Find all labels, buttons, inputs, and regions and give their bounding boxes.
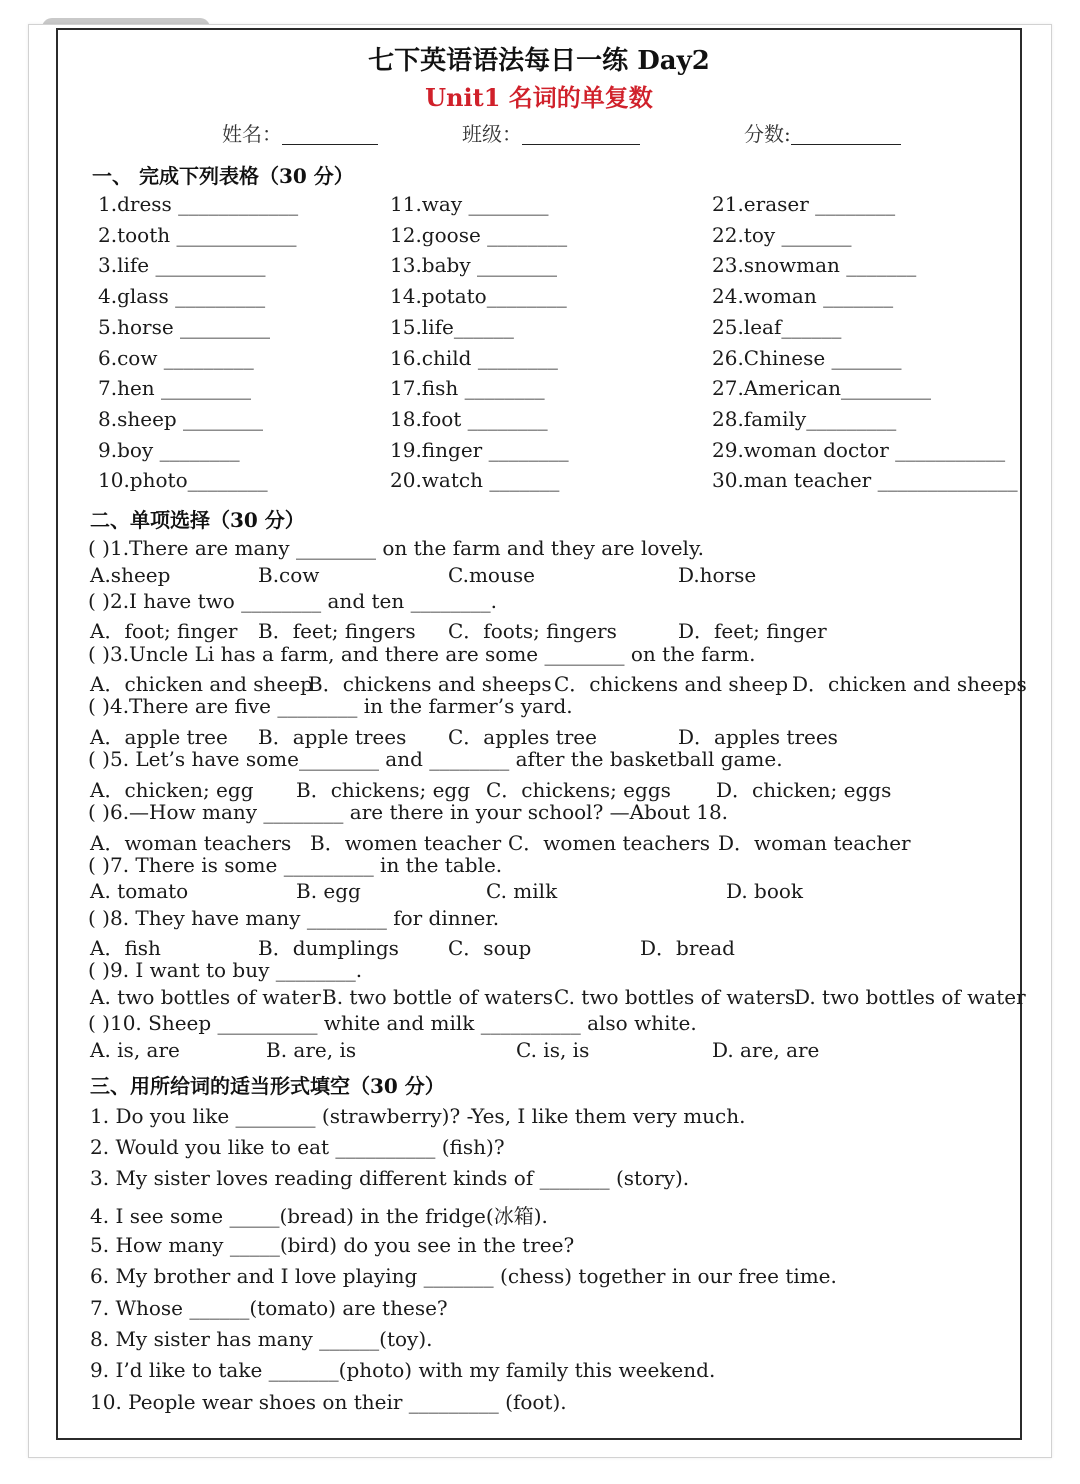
answer-option[interactable]: B．chickens; egg (296, 777, 471, 802)
answer-option[interactable]: C．women teachers (508, 830, 711, 855)
question-stem: ( )2.I have two ________ and ten ________. (88, 588, 497, 613)
answer-option[interactable]: B．dumplings (258, 936, 399, 961)
answer-option[interactable]: D．feet; finger (678, 619, 827, 644)
answer-option[interactable]: C．chickens and sheep (554, 672, 789, 697)
answer-option[interactable]: D. book (726, 879, 804, 904)
fill-in-item[interactable]: 6. My brother and I love playing _______ (chess) together in our free time. (90, 1264, 837, 1288)
question-stem: ( )10. Sheep __________ white and milk __________ also white. (88, 1011, 697, 1036)
blank-item[interactable]: 11.way ________ (390, 192, 549, 216)
blank-item[interactable]: 10.photo________ (98, 468, 268, 493)
blank-item[interactable]: 27.American_________ (712, 376, 932, 401)
section-1-heading: 一、 完成下列表格（30 分） (92, 164, 354, 188)
blank-item[interactable]: 14.potato________ (390, 284, 567, 309)
answer-option[interactable]: C. is, is (516, 1037, 590, 1062)
fill-in-item[interactable]: 2. Would you like to eat __________ (fish)? (90, 1135, 505, 1159)
answer-option[interactable]: B．apple trees (258, 724, 407, 749)
blank-item[interactable]: 28.family_________ (712, 406, 897, 431)
fill-in-item[interactable]: 7. Whose ______(tomato) are these? (90, 1296, 448, 1320)
answer-option[interactable]: D. two bottles of water (794, 984, 1026, 1009)
worksheet (56, 28, 1027, 1440)
fill-in-item[interactable]: 3. My sister loves reading different kinds of _______ (story). (90, 1166, 690, 1190)
answer-option[interactable]: D．apples trees (678, 724, 838, 749)
question-stem: ( )7. There is some _________ in the table. (88, 852, 503, 877)
blank-item[interactable]: 29.woman doctor ___________ (712, 437, 1006, 462)
blank-item[interactable]: 20.watch _______ (390, 468, 560, 493)
blank-item[interactable]: 4.glass _________ (98, 284, 266, 309)
section-2-heading: 二、单项选择（30 分） (90, 508, 305, 532)
page-title: 七下英语语法每日一练 Day2 (368, 46, 710, 76)
answer-option[interactable]: B. are, is (266, 1037, 357, 1062)
blank-item[interactable]: 5.horse _________ (98, 314, 271, 339)
blank-item[interactable]: 25.leaf______ (712, 314, 842, 339)
answer-option[interactable]: C．chickens; eggs (486, 777, 671, 802)
answer-option[interactable]: C．foots; fingers (448, 619, 617, 644)
blank-item[interactable]: 22.toy _______ (712, 222, 852, 247)
answer-option[interactable]: C. milk (486, 879, 558, 904)
answer-option[interactable]: C．apples tree (448, 724, 597, 749)
blank-item[interactable]: 8.sheep ________ (98, 406, 264, 431)
answer-option[interactable]: D．bread (640, 936, 735, 961)
fill-in-item[interactable]: 5. How many _____(bird) do you see in the tree? (90, 1233, 575, 1257)
section-3-heading: 三、用所给词的适当形式填空（30 分） (90, 1074, 445, 1098)
answer-option[interactable]: D.horse (678, 562, 757, 587)
question-stem: ( )9. I want to buy ________. (88, 958, 363, 983)
blank-item[interactable]: 18.foot ________ (390, 406, 548, 431)
name-field[interactable] (222, 118, 378, 147)
answer-option[interactable]: C．soup (448, 936, 532, 961)
score-label: 分数: (744, 122, 791, 146)
question-stem: ( )8. They have many ________ for dinner. (88, 905, 500, 930)
answer-option[interactable]: B．feet; fingers (258, 619, 416, 644)
answer-option[interactable]: B. two bottle of waters (322, 984, 554, 1009)
blank-item[interactable]: 16.child ________ (390, 345, 558, 370)
answer-option[interactable]: A．foot; finger (90, 619, 238, 644)
blank-item[interactable]: 21.eraser ________ (712, 192, 896, 216)
blank-item[interactable]: 6.cow _________ (98, 345, 254, 370)
answer-option[interactable]: B．chickens and sheeps (308, 672, 552, 697)
fill-in-item[interactable]: 10. People wear shoes on their _________ (foot). (90, 1390, 567, 1414)
answer-option[interactable]: A. is, are (90, 1037, 180, 1062)
answer-option[interactable]: A.sheep (90, 562, 171, 587)
score-blank[interactable] (791, 124, 901, 145)
name-blank[interactable] (282, 124, 378, 145)
fill-in-item[interactable]: 8. My sister has many ______(toy). (90, 1327, 433, 1351)
blank-item[interactable]: 12.goose ________ (390, 222, 568, 247)
question-stem: ( )4.There are five ________ in the farmer’s yard. (88, 694, 573, 719)
answer-option[interactable]: D．chicken and sheeps (792, 672, 1027, 697)
blank-item[interactable]: 1.dress ____________ (98, 192, 299, 216)
class-label: 班级： (462, 122, 522, 146)
name-label: 姓名： (222, 122, 282, 146)
blank-item[interactable]: 23.snowman _______ (712, 253, 917, 278)
answer-option[interactable]: A. tomato (90, 879, 189, 904)
blank-item[interactable]: 19.finger ________ (390, 437, 569, 462)
answer-option[interactable]: A．chicken and sheep (90, 672, 313, 697)
fill-in-item[interactable]: 1. Do you like ________ (strawberry)? -Yes, I like them very much. (90, 1104, 746, 1128)
page-subtitle: Unit1 名词的单复数 (425, 83, 653, 112)
answer-option[interactable]: C. two bottles of waters (554, 984, 796, 1009)
answer-option[interactable]: C.mouse (448, 562, 535, 587)
answer-option[interactable]: D. are, are (712, 1037, 820, 1062)
answer-option[interactable]: A．apple tree (90, 724, 228, 749)
answer-option[interactable]: B. egg (296, 879, 361, 904)
answer-option[interactable]: D．woman teacher (718, 830, 911, 855)
question-stem: ( )1.There are many ________ on the farm and they are lovely. (88, 536, 704, 560)
answer-option[interactable]: A．woman teachers (90, 830, 292, 855)
answer-option[interactable]: A．chicken; egg (90, 777, 254, 802)
blank-item[interactable]: 13.baby ________ (390, 253, 557, 278)
blank-item[interactable]: 26.Chinese _______ (712, 345, 902, 370)
score-field[interactable] (744, 118, 901, 147)
answer-option[interactable]: D．chicken; eggs (716, 777, 892, 802)
answer-option[interactable]: B．women teacher (310, 830, 502, 855)
blank-item[interactable]: 24.woman _______ (712, 284, 894, 309)
class-blank[interactable] (522, 124, 640, 145)
answer-option[interactable]: A．fish (90, 936, 161, 961)
question-stem: ( )3.Uncle Li has a farm, and there are some ________ on the farm. (88, 641, 756, 666)
fill-in-item[interactable]: 4. I see some _____(bread) in the fridge(冰箱). (90, 1204, 548, 1228)
answer-option[interactable]: B.cow (258, 562, 320, 587)
blank-item[interactable]: 15.life______ (390, 314, 514, 339)
question-stem: ( )6.—How many ________ are there in your school? —About 18. (88, 800, 729, 824)
answer-option[interactable]: A. two bottles of water (90, 984, 321, 1009)
blank-item[interactable]: 30.man teacher ______________ (712, 468, 1018, 493)
blank-item[interactable]: 2.tooth ____________ (98, 222, 297, 247)
fill-in-item[interactable]: 9. I’d like to take _______(photo) with my family this weekend. (90, 1358, 716, 1382)
blank-item[interactable]: 7.hen _________ (98, 376, 252, 401)
question-stem: ( )5. Let’s have some________ and ________ after the basketball game. (88, 747, 783, 772)
blank-item[interactable]: 9.boy ________ (98, 437, 240, 462)
class-field[interactable] (462, 118, 640, 147)
blank-item[interactable]: 17.fish ________ (390, 376, 545, 401)
blank-item[interactable]: 3.life ___________ (98, 253, 266, 278)
